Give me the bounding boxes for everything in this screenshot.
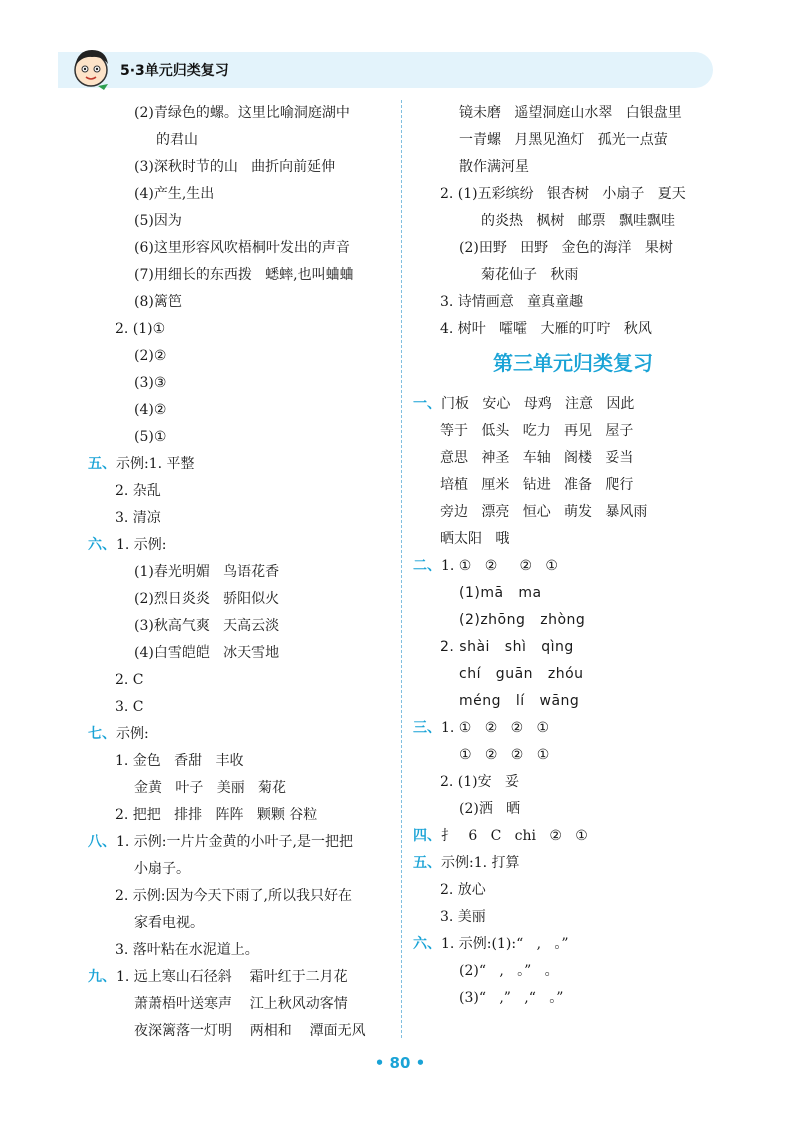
answer-text: (2)② <box>134 348 167 364</box>
answer-line <box>413 418 733 445</box>
page-number: • 80 • <box>374 1054 426 1072</box>
answer-line <box>88 100 398 127</box>
answer-text: (2)zhōng zhòng <box>459 612 586 628</box>
answer-line <box>88 154 398 181</box>
answer-line <box>413 985 733 1012</box>
section-title: 第三单元归类复习 <box>493 351 653 375</box>
answer-text: 2. 放心 <box>440 882 486 898</box>
answer-text: 散作满河星 <box>459 159 529 175</box>
answer-line <box>413 634 733 661</box>
header-title: 5·3单元归类复习 <box>120 63 229 79</box>
answer-line <box>413 127 733 154</box>
answer-line <box>413 688 733 715</box>
answer-line <box>88 289 398 316</box>
answer-text: 扌 6 C chi ② ① <box>441 828 588 844</box>
answer-text: (2)青绿色的螺。这里比喻洞庭湖中 <box>134 105 350 121</box>
answer-text: 3. C <box>115 699 144 715</box>
answer-text: 2. (1)五彩缤纷 银杏树 小扇子 夏天 <box>440 186 686 202</box>
answer-line <box>88 181 398 208</box>
answer-text: 3. 诗情画意 童真童趣 <box>440 294 584 310</box>
answer-text: 2. 把把 排排 阵阵 颗颗 谷粒 <box>115 807 318 823</box>
answer-text: 培植 厘米 钻进 准备 爬行 <box>440 477 634 493</box>
right-column-top <box>413 100 733 343</box>
answer-line <box>88 640 398 667</box>
answer-text: 1. 示例:(1):“ , 。” <box>441 936 569 952</box>
question-number: 九、 <box>88 969 116 985</box>
answer-text: 2. 示例:因为今天下雨了,所以我只好在 <box>115 888 352 904</box>
answer-text: (2)洒 晒 <box>459 801 521 817</box>
answer-line <box>413 208 733 235</box>
question-number: 四、 <box>413 828 441 844</box>
answer-text: (2)烈日炎炎 骄阳似火 <box>134 591 280 607</box>
answer-text: (5)因为 <box>134 213 182 229</box>
answer-line <box>88 667 398 694</box>
answer-line <box>413 235 733 262</box>
answer-line <box>88 505 398 532</box>
question-number: 五、 <box>413 855 441 871</box>
answer-text: 1. 示例: <box>116 537 167 553</box>
answer-text: (5)① <box>134 429 167 445</box>
answer-line <box>413 796 733 823</box>
answer-line <box>413 580 733 607</box>
answer-line <box>88 883 398 910</box>
answer-line <box>88 1018 398 1045</box>
answer-line <box>88 316 398 343</box>
answer-line <box>88 991 398 1018</box>
answer-text: (3)秋高气爽 天高云淡 <box>134 618 280 634</box>
question-number: 三、 <box>413 720 441 736</box>
answer-text: 菊花仙子 秋雨 <box>481 267 579 283</box>
question-number: 六、 <box>88 537 116 553</box>
right-column <box>413 100 733 1012</box>
answer-text: 3. 落叶粘在水泥道上。 <box>115 942 259 958</box>
answer-line <box>413 607 733 634</box>
answer-text: méng lí wāng <box>459 693 580 709</box>
answer-line <box>88 424 398 451</box>
answer-line <box>88 964 398 991</box>
answer-line <box>413 526 733 553</box>
answer-text: (7)用细长的东西拨 蟋蟀,也叫蛐蛐 <box>134 267 354 283</box>
answer-text: 意思 神圣 车轴 阁楼 妥当 <box>440 450 634 466</box>
answer-line <box>88 586 398 613</box>
answer-text: (4)② <box>134 402 167 418</box>
answer-line <box>88 397 398 424</box>
answer-text: 的炎热 枫树 邮票 飘哇飘哇 <box>481 213 676 229</box>
answer-line <box>88 532 398 559</box>
answer-text: 家看电视。 <box>134 915 204 931</box>
answer-text: (2)“ , 。” 。 <box>459 963 559 979</box>
answer-text: (3)③ <box>134 375 167 391</box>
answer-text: 示例: <box>116 726 149 742</box>
answer-line <box>88 262 398 289</box>
answer-text: ① ② ② ① <box>459 747 550 763</box>
answer-line <box>88 856 398 883</box>
answer-text: (8)篱笆 <box>134 294 182 310</box>
answer-text: 1. ① ② ② ① <box>441 720 550 736</box>
answer-line <box>413 100 733 127</box>
mascot-boy-icon <box>68 44 114 90</box>
answer-line <box>413 316 733 343</box>
answer-line <box>413 262 733 289</box>
answer-line <box>413 931 733 958</box>
answer-text: (4)产生,生出 <box>134 186 215 202</box>
answer-text: 萧萧梧叶送寒声 江上秋风动客情 <box>134 996 348 1012</box>
answer-text: 金黄 叶子 美丽 菊花 <box>134 780 287 796</box>
answer-line <box>413 661 733 688</box>
answer-line <box>88 451 398 478</box>
answer-text: 的君山 <box>156 132 198 148</box>
question-number: 二、 <box>413 558 441 574</box>
answer-line <box>88 802 398 829</box>
answer-line <box>413 499 733 526</box>
answer-line <box>413 553 733 580</box>
answer-line <box>413 742 733 769</box>
answer-text: 小扇子。 <box>134 861 190 877</box>
answer-text: (1)mā ma <box>459 585 542 601</box>
left-column <box>88 100 398 1045</box>
answer-text: 镜未磨 遥望洞庭山水翠 白银盘里 <box>459 105 682 121</box>
answer-line <box>413 289 733 316</box>
answer-line <box>413 958 733 985</box>
answer-line <box>88 478 398 505</box>
answer-text: 门板 安心 母鸡 注意 因此 <box>441 396 635 412</box>
answer-text: 3. 清凉 <box>115 510 161 526</box>
answer-line <box>88 721 398 748</box>
answer-text: 1. 远上寒山石径斜 霜叶红于二月花 <box>116 969 348 985</box>
question-number: 六、 <box>413 936 441 952</box>
answer-line <box>88 910 398 937</box>
question-number: 七、 <box>88 726 116 742</box>
answer-text: 2. (1)① <box>115 321 166 337</box>
question-number: 五、 <box>88 456 116 472</box>
answer-line <box>413 154 733 181</box>
answer-line <box>88 829 398 856</box>
answer-line <box>88 748 398 775</box>
answer-line <box>88 775 398 802</box>
answer-text: 一青螺 月黑见渔灯 孤光一点萤 <box>459 132 668 148</box>
answer-text: 旁边 漂亮 恒心 萌发 暴风雨 <box>440 504 648 520</box>
answer-text: 2. (1)安 妥 <box>440 774 519 790</box>
answer-text: 1. 金色 香甜 丰收 <box>115 753 244 769</box>
answer-line <box>413 715 733 742</box>
answer-line <box>88 694 398 721</box>
answer-line <box>413 823 733 850</box>
answer-text: 夜深篱落一灯明 两相和 潭面无风 <box>134 1023 366 1039</box>
answer-text: 示例:1. 平整 <box>116 456 195 472</box>
answer-line <box>88 127 398 154</box>
answer-text: (3)“ ,” ,“ 。” <box>459 990 564 1006</box>
answer-line <box>413 445 733 472</box>
answer-line <box>413 904 733 931</box>
answer-text: 4. 树叶 嚯嚯 大雁的叮咛 秋风 <box>440 321 652 337</box>
answer-line <box>413 850 733 877</box>
question-number: 八、 <box>88 834 116 850</box>
column-divider <box>401 100 402 1038</box>
question-number: 一、 <box>413 396 441 412</box>
answer-text: 3. 美丽 <box>440 909 486 925</box>
answer-line <box>88 208 398 235</box>
answer-text: (4)白雪皑皑 冰天雪地 <box>134 645 280 661</box>
answer-line <box>413 391 733 418</box>
answer-line <box>88 235 398 262</box>
answer-text: 1. ① ② ② ① <box>441 558 558 574</box>
answer-text: 等于 低头 吃力 再见 屋子 <box>440 423 634 439</box>
answer-line <box>413 769 733 796</box>
answer-line <box>413 472 733 499</box>
answer-text: (6)这里形容风吹梧桐叶发出的声音 <box>134 240 350 256</box>
answer-text: 2. C <box>115 672 144 688</box>
answer-text: 2. 杂乱 <box>115 483 161 499</box>
answer-line <box>88 937 398 964</box>
answer-text: 2. shài shì qìng <box>440 639 574 655</box>
answer-text: (1)春光明媚 鸟语花香 <box>134 564 280 580</box>
answer-text: 1. 示例:一片片金黄的小叶子,是一把把 <box>116 834 353 850</box>
answer-text: (2)田野 田野 金色的海洋 果树 <box>459 240 673 256</box>
answer-line <box>88 343 398 370</box>
answer-text: (3)深秋时节的山 曲折向前延伸 <box>134 159 336 175</box>
answer-line <box>88 613 398 640</box>
answer-line <box>413 877 733 904</box>
answer-line <box>413 181 733 208</box>
answer-line <box>88 370 398 397</box>
answer-line <box>88 559 398 586</box>
answer-text: 晒太阳 哦 <box>440 531 510 547</box>
answer-text: chí guān zhóu <box>459 666 584 682</box>
right-column-bottom <box>413 391 733 1012</box>
answer-text: 示例:1. 打算 <box>441 855 520 871</box>
